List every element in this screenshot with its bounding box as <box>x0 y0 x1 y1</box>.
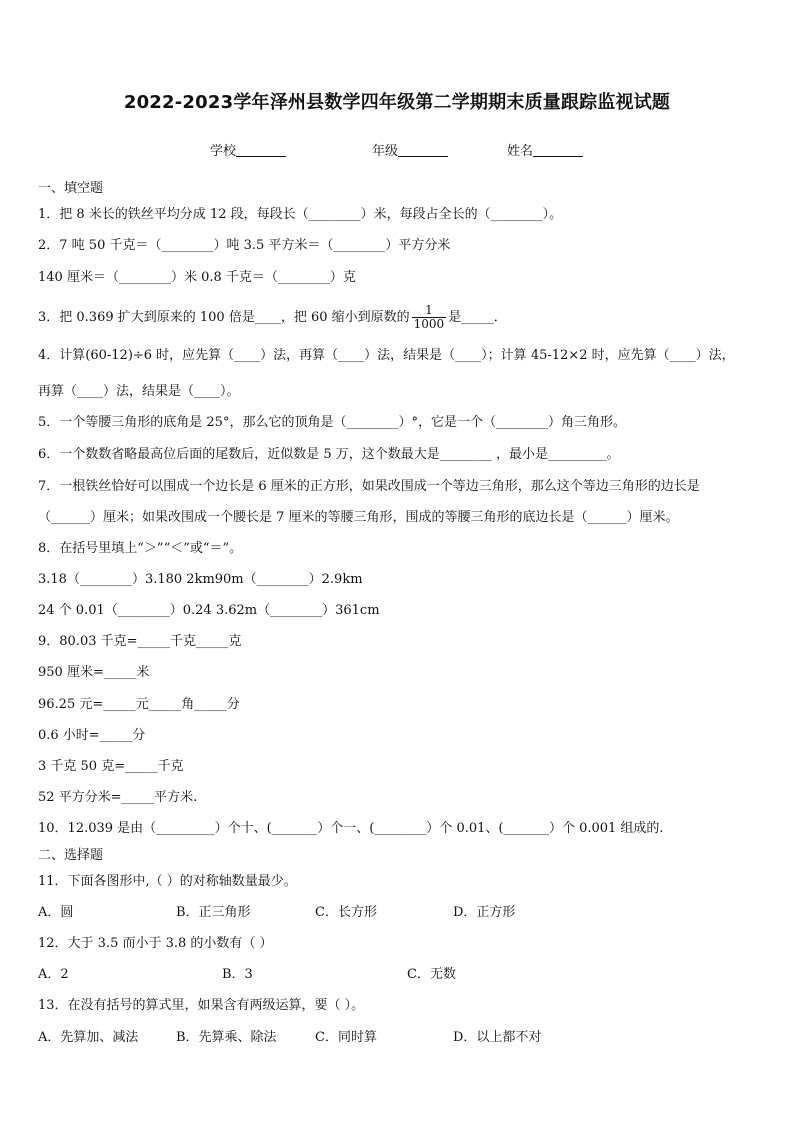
q11-option-b[interactable]: B．正三角形 <box>176 905 251 920</box>
q12-option-b[interactable]: B．3 <box>222 967 253 982</box>
question-6: 6．一个数数省略最高位后面的尾数后，近似数是 5 万，这个数最大是________ ，最小是_________。 <box>38 447 620 462</box>
fraction <box>412 304 447 331</box>
q11-option-a[interactable]: A．圆 <box>38 905 74 920</box>
question-7b: （______）厘米；如果改围成一个腰长是 7 厘米的等腰三角形，围成的等腰三角形的底边长是（______）厘米。 <box>38 510 679 525</box>
school-blank[interactable] <box>236 143 286 157</box>
question-9a: 9．80.03 千克=_____千克_____克 <box>38 634 242 649</box>
q11-option-c[interactable]: C．长方形 <box>315 905 377 920</box>
question-9e: 3 千克 50 克=_____千克 <box>38 759 184 774</box>
name-field <box>507 140 583 159</box>
question-12: 12．大于 3.5 而小于 3.8 的小数有（ ） <box>38 936 273 951</box>
question-1: 1．把 8 米长的铁丝平均分成 12 段，每段长（________）米，每段占全长的（________）。 <box>38 207 563 222</box>
grade-field <box>372 140 448 159</box>
section-heading-fill: 一、填空题 <box>38 181 104 196</box>
name-label: 姓名 <box>507 144 534 159</box>
question-10: 10．12.039 是由（_________）个十、(_______）个一、(________）个 0.01、(_______）个 0.001 组成的. <box>38 821 664 836</box>
fraction-denominator: 1000 <box>413 317 445 331</box>
question-8: 8．在括号里填上“＞”“＜”或“＝”。 <box>38 541 243 556</box>
q13-option-b[interactable]: B．先算乘、除法 <box>176 1030 277 1045</box>
question-4a: 4．计算(60-12)÷6 时，应先算（____）法，再算（____）法，结果是（____）；计算 45-12×2 时，应先算（____）法， <box>38 348 735 363</box>
question-2a: 2．7 吨 50 千克＝（________）吨 3.5 平方米＝（________）平方分米 <box>38 238 451 253</box>
name-blank[interactable] <box>533 143 583 157</box>
q13-option-a[interactable]: A．先算加、减法 <box>38 1030 139 1045</box>
question-3-post: 是_____． <box>448 310 507 325</box>
q13-option-d[interactable]: D．以上都不对 <box>453 1030 542 1045</box>
question-9d: 0.6 小时=_____分 <box>38 728 146 743</box>
grade-label: 年级 <box>372 144 399 159</box>
q11-option-d[interactable]: D．正方形 <box>453 905 516 920</box>
question-9b: 950 厘米=_____米 <box>38 665 150 680</box>
question-11: 11．下面各图形中,（ ）的对称轴数量最少。 <box>38 874 297 889</box>
question-4b: 再算（____）法，结果是（____）。 <box>38 384 240 399</box>
q12-option-c[interactable]: C．无数 <box>407 967 456 982</box>
q12-option-a[interactable]: A．2 <box>38 967 69 982</box>
question-3-pre: 3．把 0.369 扩大到原来的 100 倍是____，把 60 缩小到原数的 <box>38 310 410 325</box>
q13-option-c[interactable]: C．同时算 <box>315 1030 377 1045</box>
page-title: 2022-2023学年泽州县数学四年级第二学期期末质量跟踪监视试题 <box>123 92 671 113</box>
question-9f: 52 平方分米=_____平方米. <box>38 790 198 805</box>
grade-blank[interactable] <box>398 143 448 157</box>
school-label: 学校 <box>210 144 237 159</box>
question-5: 5．一个等腰三角形的底角是 25°，那么它的顶角是（________）°，它是一个（________）角三角形。 <box>38 415 626 430</box>
school-field <box>210 140 286 159</box>
fraction-numerator: 1 <box>412 304 447 318</box>
question-9c: 96.25 元=_____元_____角_____分 <box>38 697 240 712</box>
question-13: 13．在没有括号的算式里，如果含有两级运算，要（ ）。 <box>38 998 365 1013</box>
question-7a: 7．一根铁丝恰好可以围成一个边长是 6 厘米的正方形，如果改围成一个等边三角形，那么这个等边三角形的边长是 <box>38 479 700 494</box>
section-heading-choice: 二、选择题 <box>38 848 104 863</box>
question-8b: 24 个 0.01（________）0.24 3.62m（________）361cm <box>38 603 380 618</box>
question-3 <box>38 304 507 331</box>
question-8a: 3.18（________）3.180 2km90m（________）2.9km <box>38 572 363 587</box>
question-2b: 140 厘米＝（________）米 0.8 千克＝（________）克 <box>38 270 356 285</box>
